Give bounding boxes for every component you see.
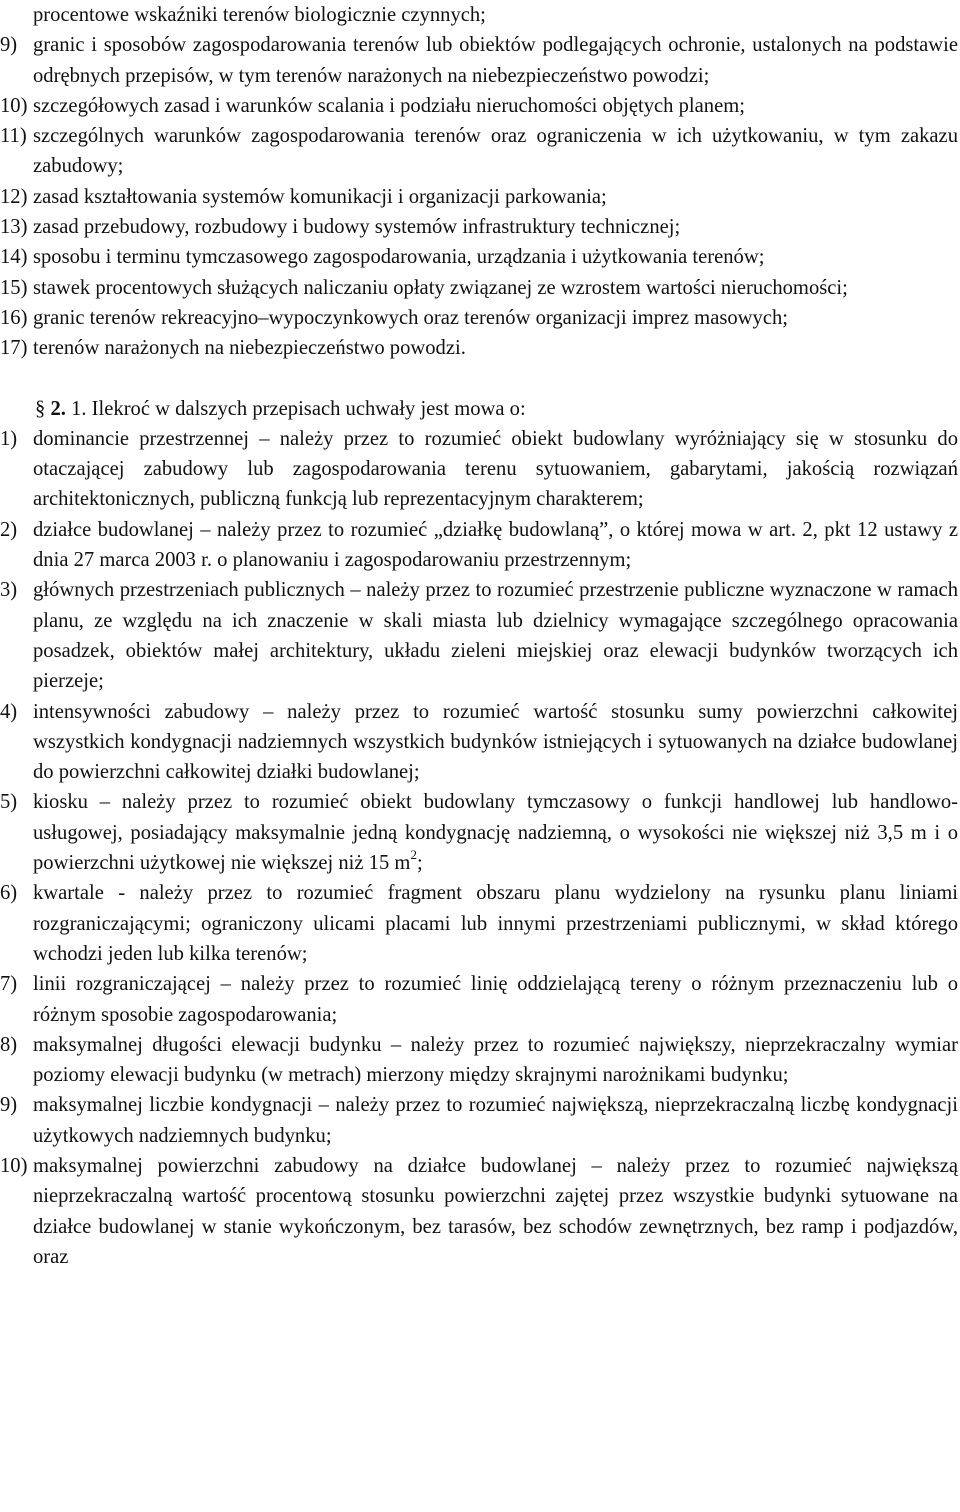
list-item-number: 9) <box>0 34 18 57</box>
list-item-number: 4) <box>0 700 18 723</box>
list-item-text: terenów narażonych na niebezpieczeństwo powodzi. <box>33 337 466 360</box>
list-item <box>0 697 958 788</box>
list-item <box>0 878 958 969</box>
list-item-number: 7) <box>0 973 18 996</box>
list-item-text: zasad przebudowy, rozbudowy i budowy systemów infrastruktury technicznej; <box>33 216 681 239</box>
list-item-text: maksymalnej długości elewacji budynku – należy przez to rozumieć największy, nieprzekraczalny wymiar poziomy elewacji budynku (w metrach) mierzony między skrajnymi narożnikami budynku; <box>33 1033 958 1087</box>
list-item-number: 6) <box>0 882 18 905</box>
list-item-number: 10) <box>0 94 28 117</box>
list-item <box>0 1090 958 1151</box>
section-heading <box>33 394 958 424</box>
list-item-number: 8) <box>0 1033 18 1056</box>
list-item <box>0 424 958 515</box>
list-item-number: 13) <box>0 216 28 239</box>
superscript: 2 <box>410 847 417 863</box>
list-item-number: 11) <box>0 125 27 148</box>
list-item-text: działce budowlanej – należy przez to rozumieć „działkę budowlaną”, o której mowa w art. 2, pkt 12 ustawy z dnia 27 marca 2003 r. o planowaniu i zagospodarowaniu przestrzennym; <box>33 518 958 572</box>
list-item <box>0 303 958 333</box>
list-item-text: szczegółowych zasad i warunków scalania i podziału nieruchomości objętych planem; <box>33 94 745 117</box>
list-item <box>0 1030 958 1091</box>
list-b <box>0 424 958 1272</box>
list-item-number: 14) <box>0 246 28 269</box>
list-item-text: granic i sposobów zagospodarowania terenów lub obiektów podlegających ochronie, ustalonych na podstawie odrębnych przepisów, w tym terenów narażonych na niebezpieczeństwo powodzi; <box>33 34 958 87</box>
list-item <box>0 575 958 696</box>
list-item <box>0 969 958 1030</box>
list-item-text: intensywności zabudowy – należy przez to rozumieć wartość stosunku sumy powierzchni całkowitej wszystkich kondygnacji nadziemnych wszystkich budynków istniejących i sytuowanych na działce budowlanej do powierzchni całkowitej działki budowlanej; <box>33 700 958 784</box>
list-item-text: linii rozgraniczającej – należy przez to rozumieć linię oddzielającą tereny o różnym przeznaczeniu lub o różnym sposobie zagospodarowania; <box>33 973 958 1026</box>
paragraph-number: 1. <box>71 397 87 420</box>
list-item <box>0 333 958 363</box>
spacer <box>33 364 958 394</box>
list-item <box>0 515 958 576</box>
list-item-text: głównych przestrzeniach publicznych – należy przez to rozumieć przestrzenie publiczne wyznaczone w ramach planu, ze względu na ich znaczenie w skali miasta lub dzielnicy wymagające szczególnego opracowania posadzek, obiektów małej architektury, układu zieleni miejskiej oraz elewacji budynków tworzących ich pierzeje; <box>33 579 958 693</box>
list-item <box>0 242 958 272</box>
list-item-text: stawek procentowych służących naliczaniu opłaty związanej ze wzrostem wartości nieruchomości; <box>33 276 848 299</box>
list-item <box>0 787 958 878</box>
list-item <box>0 182 958 212</box>
list-item-text: sposobu i terminu tymczasowego zagospodarowania, urządzania i użytkowania terenów; <box>33 246 765 269</box>
list-item <box>0 212 958 242</box>
list-item <box>0 1151 958 1272</box>
list-item-number: 16) <box>0 306 28 329</box>
list-item-number: 12) <box>0 185 28 208</box>
list-a-items <box>0 30 958 363</box>
list-a-first-line: procentowe wskaźniki terenów biologicznie czynnych; <box>33 4 486 26</box>
section-lead: Ilekroć w dalszych przepisach uchwały jest mowa o: <box>91 397 526 420</box>
list-item-number: 2) <box>0 518 18 541</box>
section-number <box>35 394 66 424</box>
list-item <box>0 121 958 182</box>
list-item-text: dominancie przestrzennej – należy przez to rozumieć obiekt budowlany wyróżniający się w stosunku do otaczającej zabudowy lub zagospodarowania terenu sytuowaniem, gabarytami, jakością rozwiązań architektonicznych, publiczną funkcją lub reprezentacyjnym charakterem; <box>33 427 958 511</box>
section-sign: § <box>35 397 46 420</box>
list-item-text: kwartale - należy przez to rozumieć fragment obszaru planu wydzielony na rysunku planu liniami rozgraniczającymi; ograniczony ulicami placami lub innymi przestrzeniami publicznymi, w skład którego wchodzi jeden lub kilka terenów; <box>33 882 958 965</box>
list-item-text: szczególnych warunków zagospodarowania terenów oraz ograniczenia w ich użytkowaniu, w tym zakazu zabudowy; <box>33 125 958 178</box>
list-item-text: maksymalnej liczbie kondygnacji – należy przez to rozumieć największą, nieprzekraczalną liczbę kondygnacji użytkowych nadziemnych budynku; <box>33 1094 958 1147</box>
list-a <box>0 0 958 364</box>
list-item-tail: ; <box>416 852 423 875</box>
list-item-number: 15) <box>0 276 28 299</box>
list-item <box>0 273 958 303</box>
list-item <box>0 91 958 121</box>
list-item-number: 10) <box>0 1154 28 1177</box>
list-item-number: 1) <box>0 427 18 450</box>
list-item-number: 9) <box>0 1094 18 1117</box>
list-item-text: zasad kształtowania systemów komunikacji i organizacji parkowania; <box>33 185 607 208</box>
list-item-text: granic terenów rekreacyjno–wypoczynkowych oraz terenów organizacji imprez masowych; <box>33 306 788 329</box>
list-item-number: 17) <box>0 337 28 360</box>
list-item-text: maksymalnej powierzchni zabudowy na działce budowlanej – należy przez to rozumieć największą nieprzekraczalną wartość procentową stosunku powierzchni zajętej przez wszystkie budynki sytuowane na działce budowlanej w stanie wykończonym, bez tarasów, bez schodów zewnętrznych, bez ramp i podjazdów, oraz <box>33 1154 958 1268</box>
list-item-number: 5) <box>0 791 18 814</box>
list-item-number: 3) <box>0 579 18 602</box>
section-number-value: 2. <box>50 397 66 420</box>
list-item-text: kiosku – należy przez to rozumieć obiekt budowlany tymczasowy o funkcji handlowej lub handlowo-usługowej, posiadający maksymalnie jedną kondygnację nadziemną, o wysokości nie większej niż 3,5 m i o powierzchni użytkowej nie większej niż 15 m <box>33 791 958 875</box>
list-item <box>0 30 958 91</box>
